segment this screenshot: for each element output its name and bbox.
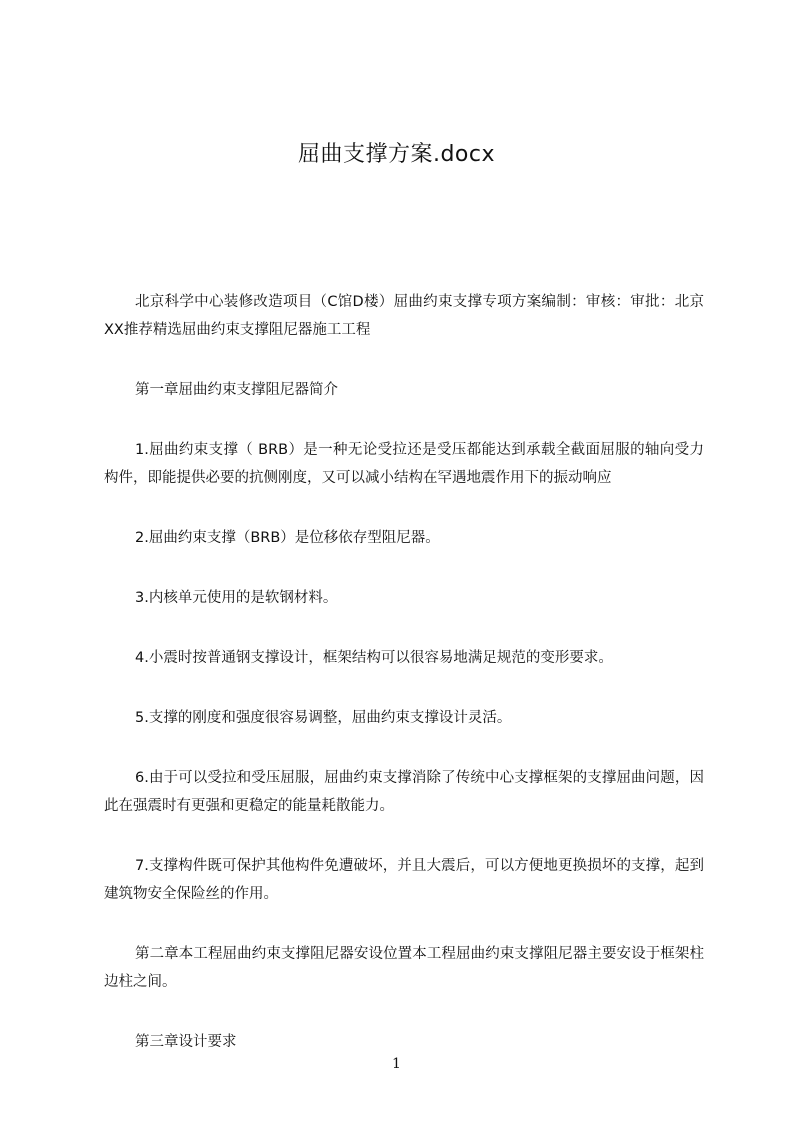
page-number: 1 [392, 1056, 401, 1072]
paragraph-item-1: 1.屈曲约束支撑（ BRB）是一种无论受拉还是受压都能达到承载全截面屈服的轴向受力构件，即能提供必要的抗侧刚度，又可以减小结构在罕遇地震作用下的振动响应 [104, 442, 704, 486]
document-body [104, 288, 704, 1088]
paragraph-item-3: 3.内核单元使用的是软钢材料。 [135, 590, 338, 606]
paragraph-item-7: 7.支撑构件既可保护其他构件免遭破坏，并且大震后，可以方便地更换损坏的支撑，起到建筑物安全保险丝的作用。 [104, 858, 704, 902]
paragraph-project-info: 北京科学中心装修改造项目（C馆D楼）屈曲约束支撑专项方案编制：审核：审批：北京XX推荐精选屈曲约束支撑阻尼器施工工程 [104, 294, 704, 338]
chapter-1-heading: 第一章屈曲约束支撑阻尼器简介 [135, 382, 338, 398]
chapter-2-paragraph: 第二章本工程屈曲约束支撑阻尼器安设位置本工程屈曲约束支撑阻尼器主要安设于框架柱边柱之间。 [104, 946, 704, 990]
paragraph-item-2: 2.屈曲约束支撑（BRB）是位移依存型阻尼器。 [135, 530, 440, 546]
chapter-3-heading: 第三章设计要求 [135, 1034, 237, 1050]
paragraph-item-5: 5.支撑的刚度和强度很容易调整，屈曲约束支撑设计灵活。 [135, 710, 512, 726]
page-title: 屈曲支撑方案.docx [297, 142, 496, 167]
paragraph-item-6: 6.由于可以受拉和受压屈服，屈曲约束支撑消除了传统中心支撑框架的支撑屈曲问题，因此在强震时有更强和更稳定的能量耗散能力。 [104, 770, 704, 814]
paragraph-item-4: 4.小震时按普通钢支撑设计，框架结构可以很容易地满足规范的变形要求。 [135, 650, 613, 666]
